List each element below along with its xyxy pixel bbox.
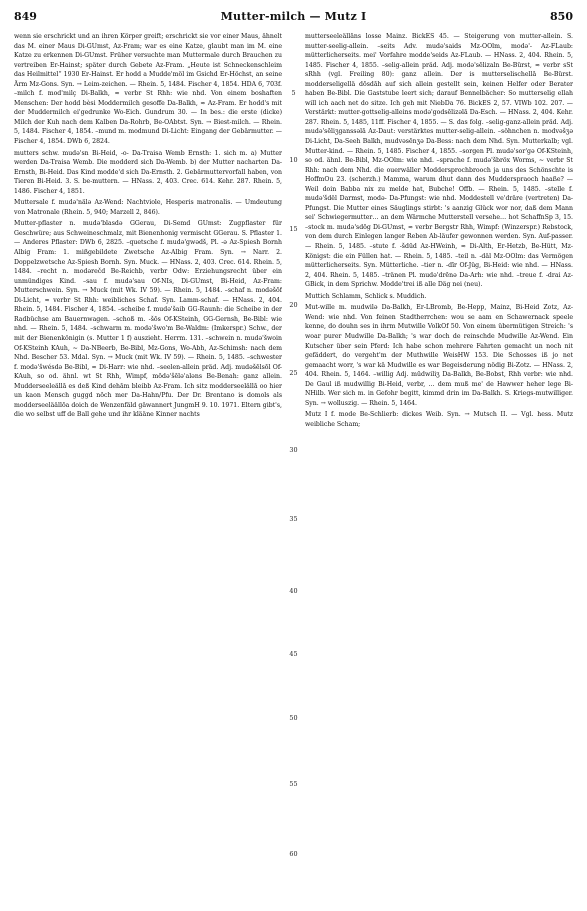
text-columns	[14, 32, 573, 902]
entry-paragraph: Muttersale f. mudə'nälə Az-Wend: Nachtviole, Hesperis matronalis. — Umdeutung von Matronale (Rhein. 5, 940; Marzell 2, 846).	[14, 199, 282, 216]
entry-paragraph: Muttich Schlamm, Schlick s. Muddich.	[305, 292, 427, 300]
page-number-right: 850	[550, 10, 573, 23]
page-header	[14, 10, 573, 28]
line-number: 20	[289, 301, 298, 309]
right-column	[305, 32, 573, 902]
entry-paragraph: Mutter-pflaster n. mudə'blasdə GGerau, Di-Semd GUmst: Zugpflaster für Geschwüre; aus Schweineschmalz, mit Bienenhonig vermischt GGerau. S. Pflaster 1. — Anderes Pflaster: DWb 6, 2825. –quetsche f. mudə'gwədš, Pl. -ə Az-Spiesh Bornh Albig Fram: 1. mißgebildete Zwetsche Az-Albig Fram. Syn. → Narr. 2. Doppelzwetsche Az-Spiesh Bornh. Syn. Muck. — HNass. 2, 403. Crec. 614. Rhein. 5, 1484. –recht n. modərečd Be-Reichb, verbr Odw: Erziehungsrecht über ein unmündiges Kind. –sau f. mudə'sau Of-NIs, Di-GUmst, Bi-Heid, Az-Fram: Mutterschwein. Syn. → Muck (mit Wk. IV 59). — Rhein. 5, 1484. –schaf n. modəšōf Di-Licht, ≈ verbr St Rhh: weibliches Schaf. Syn. Lamm-schaf. — HNass. 2, 404. Rhein. 5, 1484. Fischer 4, 1854. –scheibe f. mudə'šaib GG-Raunh: die Scheibe in der Radbüchse am Bauernwagen. –schoß m. -šōs Of-KSteinh, GG-Gernsh, Be-Bibl: wie nhd. — Rhein. 5, 1484. –schwarm m. modə'šwo'm Be-Waldm: (Imkerspr.) Schw., der mit der Bienenkönigin (s. Mutter 1 f) auszieht. Herrm. 131. –schwein n. mudə'šwoin Of-KSteinh KAuh, ~ Da-NBeerb, Be-Bibl, Mz-Gons, Wo-Abh, Az-Schimsh: nach dem Nhd. Bescher 53. Mdal. Syn. → Muck (mit Wk. IV 59). — Rhein. 5, 1485. –schwester f. modə'šwésdə Be-Bibl, ≈ Di-Harr: wie nhd. –seelen-allein präd. Adj. mudəšēlsōl Of-KAuh, so od. ähnl. wt St Rhh, Wimpf, mōdə'šēlə'aləns Be-Benah: ganz allein. Mudderseeleällā es deß Kind dehām bleibb Az-Fram. Ich sitz modderseelällā oo hier un kaon Mensch guggd nōch mer Da-Hahn/Pfu. Der Dr. Brentano is domols als modderseeläällōa doich de Wenzenfäld gäwannert JungmH 9. 10. 1971. Eltern gibt's, die wo selbst uff de Ball gehe und ihr klääne Kinner nachts	[14, 220, 282, 419]
line-number: 50	[289, 714, 298, 722]
entry-paragraph: mutterseeleällāns losse Mainz. BickES 45. — Steigerung von mutter-allein. S. mutter-seelig-allein. –seits Adv. mudə'saids Mz-OOlm, modə'- Az-FLaub: mütterlicherseits. mei' Vorfahre modde'seids Az-FLaub. — HNass. 2, 404. Rhein. 5, 1485. Fischer 4, 1855. –selig-allein präd. Adj. modə'sēlizaln Be-Bürst, ≈ verbr sSt sRhh (vgl. Freiling 80): ganz allein. Der is mutterselischellā Be-Bürst. modderseligellä dōsdāh auf sich allein gestellt sein, keinen Helfer oder Berater haben Be-Bibl. Die Gaststube leert sich; darauf Bennelbächer: So mutterselig ellah will ich aach net do sitze. Ich geh mit NiebDa 76. BickES 2, 57. VIWb 102. 207. — Verstärkt: mutter-gottselig-alleins modə'godsēlizəlā Da-Esch. — HNass. 2, 404. Kehr. 287. Rhein. 5, 1485, 11ff. Fischer 4, 1855. — S. das folg. –selig-ganz-allein präd. Adj. mudə'sēliʒganssəlā Az-Daut: verstärktes mutter-selig-allein. –söhnchen n. modvəšʒə Di-Licht, Da-Seeh Balkh, mudvəsēnʒə Da-Bess: nach dem Nhd. Syn. Mutterkalb; vgl. Mutter-kind. — Rhein. 5, 1485. Fischer 4, 1855. –sorgen Pl. mudə'sor'gə Of-KSteinh, so od. ähnl. Be-Bibl, Mz-OOlm: wie nhd. –sprache f. mudə'šbröx Worms, ~ verbr St Rhh: nach dem Nhd. die ouerwäller Moddersprochbrooch ja uns des Schönschte is HoffmOu 23. (scherzh.) Mamma, warum dhut dann des Mudderspraoch haaße? — Weil doin Babba nix zu melde hat, Bubche! Offb. — Rhein. 5, 1485. –stelle f. mudə'šdël Darmst, modə- Da-Pfungst: wie nhd. Moddestell ve'dräre (vertreten) Da-Pfungst. Die Mutter eines Säuglings stirbt: 's aanzig Glück wor nor, daß dem Mann sei' Schwiegermutter… an dem Wärmche Mutterstell versehe… hot SchaffnSp 3, 15. –stock m. mudə'sdōg Di-GUmst, ≈ verbr Bergstr Rhh, Wimpf: (Winzerspr.) Rebstock, von dem durch Einlegen langer Reben Ab-läufer gewonnen werden. Syn. Auf-passer. — Rhein. 5, 1485. –stute f. -šdūd Az-HWeinh, ≈ Di-Alth, Er-Hetzb, Be-Hütt, Mz-Königst: die ein Füllen hat. — Rhein. 5, 1485. –teil n. -däl Mz-OOlm: das Vermögen mütterlicherseits. Syn. Mütterliche. –tier n. -dīr Of-Jüg, Bi-Heid: wie nhd. — HNass. 2, 404. Rhein. 5, 1485. –tränen Pl. mudə'drēnə Da-Arh: wie nhd. –treue f. -drai Az-GBick, in dem Sprichw. Modde'trei iß alle Däg nei (neu).	[305, 33, 573, 289]
line-number: 35	[289, 515, 298, 523]
line-number: 25	[289, 369, 298, 377]
entry-paragraph: Mutz I f. mode Be-Schlierb: dickes Weib. Syn. → Mutsch II. — Vgl. hess. Mutz weibliche Scham;	[305, 411, 573, 428]
line-number: 10	[289, 156, 298, 164]
line-number: 45	[289, 650, 298, 658]
line-number: 40	[289, 587, 298, 595]
entry-paragraph: Mut-wille m. mudwilə Da-Balkh, Er-LBromb, Be-Hepp, Mainz, Bi-Heid Zotz, Az-Wend: wie nhd. Von feinen Stadtherrchen: wou se aam en Schawernack speele kenne, do douhn ses in ihrm Mutwille VolkOf 50. Von einem übermütigen Streich: 's woar purer Mudwille Da-Balkh; 's war doch de reinschde Mudwille Az-Wend. Ein Kutscher über sein Pferd: Ich habe schon mehrere Fahrten gemacht un noch nit gefäddert, do vergeht'm der Muthwille WeisHW 153. Die Schosses iß jo net gemaacht worr, 's war kä Mudwille es war Begeisderung nödig Bi-Zotz. — HNass. 2, 404. Rhein. 5, 1464. –willig Adj. mūdwiliʒ Da-Balkh, Be-Bobst, Rhh verbr: wie nhd. De Gaul iß mudwillig Bi-Heid, verbr, … dem muß me' de Hawwer heher lege Bi-NHilb. Wer sich m. in Gefohr begitt, kimmd drin im Da-Balkh. S. Kriegs-mutwilliger. Syn. → wolluszig. — Rhein. 5, 1464.	[305, 304, 573, 407]
entry-paragraph: wenn sie erschrickt und an ihren Körper greift; erschrickt sie vor einer Maus, ähnelt das M. einer Maus Di-GUmst, Az-Fram; war es eine Katze, glaubt man im M. eine Katze zu erkennen Di-GUmst. Früher versuchte man Muttermale durch Brauchen zu vertreiben Er-Hainst; später durch Gebete Az-Fram. „Heute ist Schneckenschleim das Heilmittel“ 1930 Er-Hainst. Er hodd a Mudde'möl im Gsichd Er-Höchst, an seine Ärm Mz-Gons. Syn. → Leim-zeichen. — Rhein. 5, 1484. Fischer 4, 1854. HDA 6, 703f. –milch f. mod'milç Di-Balkh, ≈ verbr St Rhh: wie nhd. Von einem boshaften Menschen: Der hodd bèsi Moddermilch gesoffe Da-Balkh, ≈ Az-Fram. Er hodd's mit der Muddermilch ei'gedrunke Wo-Eich. Gundrum 30. — In bes.: die erste (dicke) Milch der Kuh nach dem Kalben Da-Rohrb, Be-OAbtst. Syn. → Biest-milch. — Rhein. 5, 1484. Fischer 4, 1854. –mund m. modmund Di-Licht: Eingang der Gebärmutter. — Fischer 4, 1854. DWb 6, 2824.	[14, 33, 282, 146]
entry-paragraph: mutters schw. mudə'sn Bi-Heid, -o- Da-Traisa Wemb Ernsth: 1. sich m. a) Mutter werden Da-Traisa Wemb. Die modderd sich Da-Wemb. b) der Mutter nacharten Da-Ernsth, Bi-Heid. Das Kind modde'd sich Da-Ernsth. 2. Gebärmuttervorfall haben, von Tieren Bi-Heid. 3. S. be-muttern. — HNass. 2, 403. Crec. 614. Kehr. 287. Rhein. 5, 1486. Fischer 4, 1851.	[14, 149, 282, 195]
page-number-left: 849	[14, 10, 37, 23]
line-number: 55	[289, 780, 298, 788]
line-number: 60	[289, 850, 298, 858]
running-title: Mutter-milch — Mutz I	[220, 10, 367, 23]
line-number: 15	[289, 225, 298, 233]
line-number-gutter	[282, 32, 305, 902]
line-number: 5	[291, 89, 296, 97]
line-number: 30	[289, 446, 298, 454]
left-column	[14, 32, 282, 902]
